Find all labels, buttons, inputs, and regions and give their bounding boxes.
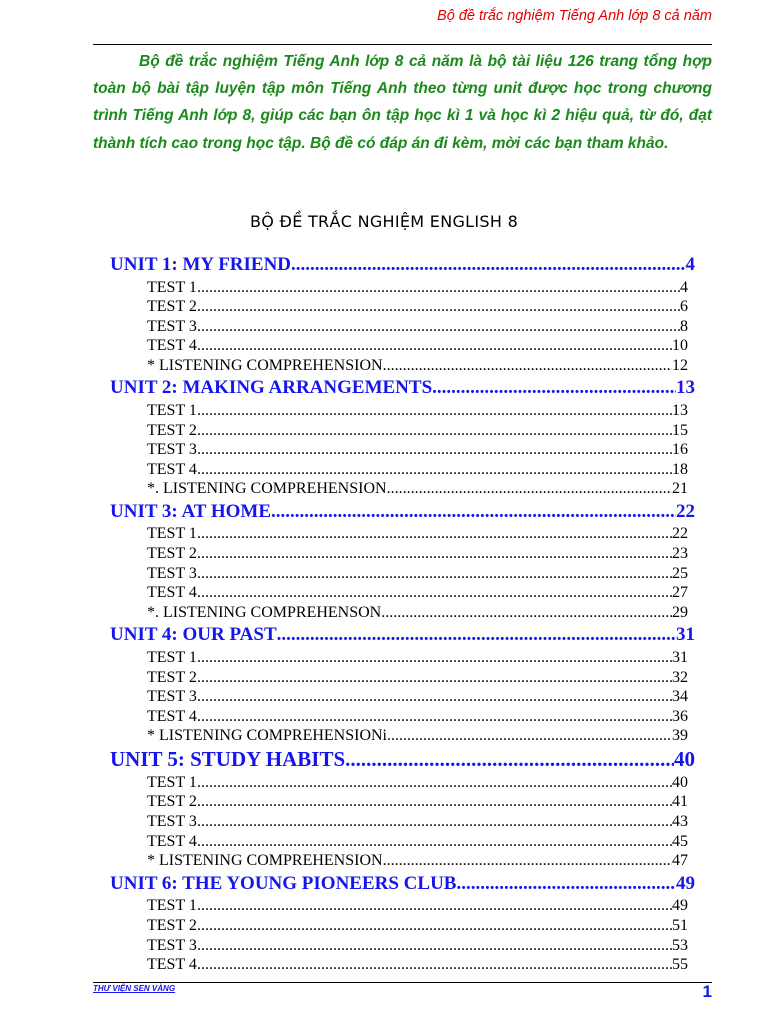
toc-test-entry-page: 10 <box>672 337 688 355</box>
toc-test-entry[interactable] <box>147 421 688 441</box>
toc-test-entry-page: 22 <box>672 525 688 543</box>
toc-unit-entry[interactable] <box>110 622 695 648</box>
toc-test-entry[interactable] <box>147 564 688 584</box>
toc-test-entry-label: TEST 1 <box>147 648 197 666</box>
dot-leader <box>197 773 672 793</box>
toc-test-entry-label: TEST 1 <box>147 773 197 791</box>
toc-test-entry[interactable] <box>147 687 688 707</box>
toc-test-entry-page: 36 <box>672 707 688 725</box>
toc-test-entry[interactable] <box>147 278 688 298</box>
toc-test-entry[interactable] <box>147 896 688 916</box>
toc-test-entry-page: 21 <box>672 480 688 498</box>
toc-test-entry-page: 53 <box>672 936 688 954</box>
toc-test-entry-page: 32 <box>672 668 688 686</box>
toc-test-entry-label: TEST 1 <box>147 525 197 543</box>
toc-test-entry-page: 16 <box>672 441 688 459</box>
toc-unit-entry-page: 4 <box>685 254 695 275</box>
toc-test-entry-label: TEST 3 <box>147 936 197 954</box>
toc-unit-entry[interactable] <box>110 871 695 897</box>
toc-test-entry[interactable] <box>147 832 688 852</box>
toc-test-entry[interactable] <box>147 792 688 812</box>
dot-leader <box>197 401 672 421</box>
toc-test-entry-label: TEST 1 <box>147 897 197 915</box>
toc-test-entry[interactable] <box>147 668 688 688</box>
footer-publisher: THƯ VIỆN SEN VÀNG <box>93 984 176 993</box>
toc-test-entry-label: TEST 3 <box>147 317 197 335</box>
toc-test-entry-page: 49 <box>672 897 688 915</box>
toc-test-entry-label: TEST 4 <box>147 584 197 602</box>
dot-leader <box>197 421 672 441</box>
toc-test-entry-label: *. LISTENING COMPREHENSION <box>147 480 387 498</box>
dot-leader <box>277 622 676 648</box>
toc-test-entry-label: TEST 4 <box>147 460 197 478</box>
toc-unit-entry-page: 31 <box>676 624 695 646</box>
toc-test-entry-page: 51 <box>672 916 688 934</box>
dot-leader <box>387 726 672 746</box>
dot-leader <box>291 252 685 278</box>
toc-test-entry-label: TEST 2 <box>147 668 197 686</box>
toc-unit-entry[interactable] <box>110 746 695 773</box>
toc-test-entry[interactable] <box>147 583 688 603</box>
toc-test-entry-page: 13 <box>672 401 688 419</box>
intro-paragraph: Bộ đề trắc nghiệm Tiếng Anh lớp 8 cả năm là bộ tài liệu 126 trang tổng hợp toàn bộ bài tập luyện tập môn Tiếng Anh theo từng unit được học trong chương trình Tiếng Anh lớp 8, giúp các bạn ôn tập học kì 1 và học kì 2 hiệu quả, từ đó, đạt thành tích cao trong học tập. Bộ đề có đáp án đi kèm, mời các bạn tham khảo. <box>93 53 712 152</box>
toc-test-entry[interactable] <box>147 460 688 480</box>
toc-test-entry[interactable] <box>147 707 688 727</box>
page-number: 1 <box>702 982 712 1001</box>
dot-leader <box>381 603 672 623</box>
toc-test-entry-label: TEST 3 <box>147 813 197 831</box>
toc-test-entry-page: 23 <box>672 545 688 563</box>
table-of-contents <box>110 252 695 975</box>
toc-unit-entry[interactable] <box>110 499 695 525</box>
toc-test-entry-label: TEST 1 <box>147 401 197 419</box>
toc-test-entry[interactable] <box>147 401 688 421</box>
dot-leader <box>387 479 672 499</box>
toc-unit-entry-label: UNIT 4: OUR PAST <box>110 624 277 646</box>
toc-unit-entry-page: 22 <box>676 500 695 522</box>
toc-unit-entry-label: UNIT 5: STUDY HABITS <box>110 746 346 771</box>
toc-test-entry-label: * LISTENING COMPREHENSION <box>147 852 383 870</box>
dot-leader <box>197 916 672 936</box>
dot-leader <box>197 317 680 337</box>
dot-leader <box>197 668 672 688</box>
toc-test-entry[interactable] <box>147 297 688 317</box>
toc-test-entry-label: TEST 4 <box>147 832 197 850</box>
toc-test-entry-page: 15 <box>672 421 688 439</box>
toc-test-entry[interactable] <box>147 317 688 337</box>
toc-test-entry-label: * LISTENING COMPREHENSIONi <box>147 727 387 745</box>
dot-leader <box>432 375 676 401</box>
toc-test-entry-page: 6 <box>680 298 688 316</box>
dot-leader <box>197 792 672 812</box>
dot-leader <box>197 707 672 727</box>
dot-leader <box>197 955 672 975</box>
toc-test-entry-label: TEST 2 <box>147 793 197 811</box>
toc-unit-entry-page: 13 <box>676 377 695 399</box>
toc-test-entry-page: 41 <box>672 793 688 811</box>
toc-test-entry[interactable] <box>147 524 688 544</box>
toc-test-entry-page: 31 <box>672 648 688 666</box>
toc-test-entry-page: 4 <box>680 278 688 296</box>
toc-test-entry-page: 27 <box>672 584 688 602</box>
toc-test-entry[interactable] <box>147 544 688 564</box>
toc-test-entry-label: TEST 2 <box>147 298 197 316</box>
dot-leader <box>345 746 674 773</box>
dot-leader <box>197 812 672 832</box>
toc-test-entry-label: TEST 3 <box>147 441 197 459</box>
toc-test-entry-label: TEST 1 <box>147 278 197 296</box>
document-title: BỘ ĐỀ TRẮC NGHIỆM ENGLISH 8 <box>249 212 519 231</box>
toc-test-entry[interactable] <box>147 726 688 746</box>
toc-test-entry[interactable] <box>147 773 688 793</box>
dot-leader <box>383 851 672 871</box>
toc-unit-entry-label: UNIT 3: AT HOME <box>110 500 271 522</box>
dot-leader <box>197 297 680 317</box>
dot-leader <box>197 583 672 603</box>
dot-leader <box>197 687 672 707</box>
toc-test-entry-label: * LISTENING COMPREHENSION <box>147 356 383 374</box>
toc-test-entry-page: 43 <box>672 813 688 831</box>
dot-leader <box>456 871 676 897</box>
footer-divider <box>93 982 712 983</box>
dot-leader <box>197 524 672 544</box>
toc-test-entry-page: 40 <box>672 773 688 791</box>
dot-leader <box>197 544 672 564</box>
dot-leader <box>197 896 672 916</box>
dot-leader <box>383 356 672 376</box>
toc-test-entry[interactable] <box>147 936 688 956</box>
toc-test-entry[interactable] <box>147 479 688 499</box>
toc-test-entry-page: 18 <box>672 460 688 478</box>
toc-test-entry[interactable] <box>147 603 688 623</box>
toc-test-entry-label: *. LISTENING COMPREHENSON <box>147 603 382 621</box>
toc-test-entry-label: TEST 4 <box>147 707 197 725</box>
dot-leader <box>197 278 680 298</box>
toc-test-entry-page: 47 <box>672 852 688 870</box>
toc-unit-entry-label: UNIT 1: MY FRIEND <box>110 254 292 275</box>
toc-test-entry-label: TEST 2 <box>147 916 197 934</box>
toc-test-entry[interactable] <box>147 851 688 871</box>
header-divider <box>93 44 712 45</box>
dot-leader <box>271 499 676 525</box>
toc-test-entry-label: TEST 4 <box>147 956 197 974</box>
toc-unit-entry-page: 40 <box>674 746 695 771</box>
dot-leader <box>197 440 672 460</box>
toc-unit-entry-page: 49 <box>676 872 695 894</box>
toc-test-entry-label: TEST 4 <box>147 337 197 355</box>
toc-test-entry-label: TEST 3 <box>147 564 197 582</box>
toc-test-entry-page: 29 <box>672 603 688 621</box>
toc-test-entry[interactable] <box>147 440 688 460</box>
toc-test-entry-page: 39 <box>672 727 688 745</box>
toc-unit-entry-label: UNIT 6: THE YOUNG PIONEERS CLUB <box>110 872 457 894</box>
toc-test-entry[interactable] <box>147 812 688 832</box>
toc-test-entry[interactable] <box>147 916 688 936</box>
dot-leader <box>197 832 672 852</box>
toc-test-entry-page: 8 <box>680 317 688 335</box>
toc-test-entry[interactable] <box>147 356 688 376</box>
toc-test-entry[interactable] <box>147 648 688 668</box>
running-header: Bộ đề trắc nghiệm Tiếng Anh lớp 8 cả năm <box>437 8 712 24</box>
dot-leader <box>197 936 672 956</box>
dot-leader <box>197 564 672 584</box>
dot-leader <box>197 460 672 480</box>
toc-test-entry-page: 45 <box>672 832 688 850</box>
toc-test-entry[interactable] <box>147 336 688 356</box>
toc-test-entry-page: 12 <box>672 356 688 374</box>
toc-unit-entry-label: UNIT 2: MAKING ARRANGEMENTS <box>110 377 433 399</box>
dot-leader <box>197 336 672 356</box>
toc-test-entry-page: 55 <box>672 956 688 974</box>
toc-test-entry[interactable] <box>147 955 688 975</box>
toc-test-entry-page: 34 <box>672 688 688 706</box>
toc-test-entry-label: TEST 2 <box>147 545 197 563</box>
toc-test-entry-label: TEST 3 <box>147 688 197 706</box>
toc-unit-entry[interactable] <box>110 252 695 278</box>
dot-leader <box>197 648 672 668</box>
toc-test-entry-label: TEST 2 <box>147 421 197 439</box>
toc-test-entry-page: 25 <box>672 564 688 582</box>
toc-unit-entry[interactable] <box>110 375 695 401</box>
